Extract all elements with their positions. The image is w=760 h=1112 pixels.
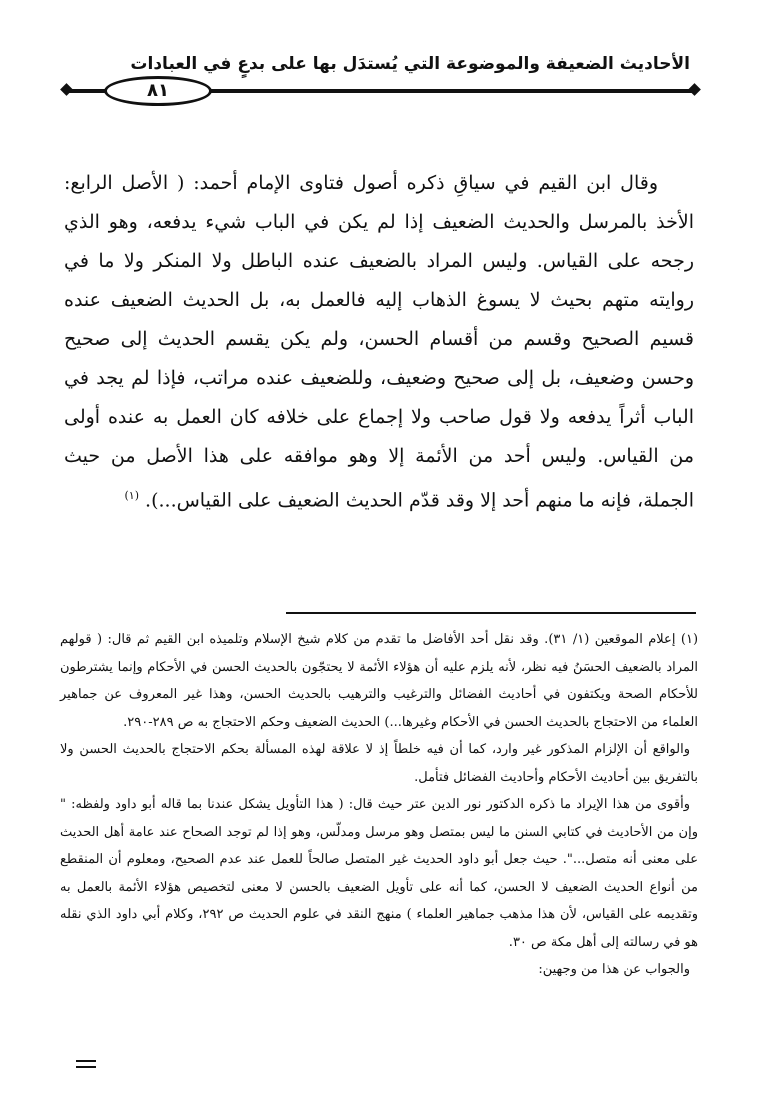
running-title: الأحاديث الضعيفة والموضوعة التي يُستدَل بها على بدعٍ في العبادات xyxy=(130,54,690,74)
footnote-paragraph-3: وأقوى من هذا الإيراد ما ذكره الدكتور نور الدين عتر حيث قال: ( هذا التأويل يشكل عندنا بما قاله أبو داود ولفظه: " وإن من الأحاديث في كتابي السنن ما ليس بمتصل وهو مرسل ومدلّس، وهو إذا لم توجد الصحاح عند عامة أهل الحديث على معنى أنه متصل...". حيث جعل أبو داود الحديث غير المتصل صالحاً للعمل عند عدم الصحيح، ومعلوم أن المنقطع من أنواع الحديث الضعيف لا الحسن، كما أنه على تأويل الضعيف بالحسن لا معنى لتخصيص هؤلاء الأئمة بالعمل به وتقديمه على القياس، لأن هذا مذهب جماهير العلماء ) منهج النقد في علوم الحديث ص ٢٩٢، وكلام أبي داود الذي نقله هو في رسالته إلى أهل مكة ص ٣٠. xyxy=(60,797,698,950)
main-text xyxy=(64,164,694,520)
main-paragraph xyxy=(64,164,694,520)
page-number-oval xyxy=(104,76,212,106)
right-diamond-ornament xyxy=(688,83,701,96)
footnotes xyxy=(60,626,698,984)
footnote-paragraph-2: والواقع أن الإلزام المذكور غير وارد، كما أن فيه خلطاً إذ لا علاقة لهذه المسألة بحكم الاحتجاج بالحديث الحسن ولا بالتفريق بين أحاديث الأحكام وأحاديث الفضائل فتأمل. xyxy=(60,742,698,785)
page-number: ٨١ xyxy=(147,80,169,101)
footnote-paragraph-4: والجواب عن هذا من وجهين: xyxy=(538,962,690,977)
continuation-mark xyxy=(76,1060,96,1072)
footnote-reference: (١) xyxy=(124,489,139,502)
left-diamond-ornament xyxy=(60,83,73,96)
footnote-1: (١) إعلام الموقعين (١/ ٣١). وقد نقل أحد الأفاضل ما تقدم من كلام شيخ الإسلام وتلميذه ابن القيم ثم قال: ( قولهم المراد بالضعيف الحسَنُ فيه نظر، لأنه يلزم عليه أن هؤلاء الأئمة لا يحتجّون بالحديث الحسن في الأحكام وإنما يشترطون للأحكام الصحة ويكتفون في أحاديث الفضائل والترغيب والترهيب بالحديث الحسن، وهذا غير المعروف عن جماهير العلماء من الاحتجاج بالحديث الحسن في الأحكام وغيرها...) الحديث الضعيف وحكم الاحتجاج به ص ٢٨٩-٢٩٠. xyxy=(60,632,699,730)
footnote-separator xyxy=(286,612,696,614)
main-paragraph-text: وقال ابن القيم في سياقِ ذكره أصول فتاوى الإمام أحمد: ( الأصل الرابع: الأخذ بالمرسل والحديث الضعيف إذا لم يكن في الباب شيء يدفعه، وهو الذي رجحه على القياس. وليس المراد بالضعيف عنده الباطل ولا المنكر ولا ما في روايته متهم بحيث لا يسوغ الذهاب إليه فالعمل به، بل الحديث الضعيف عنده قسيم الصحيح وقسم من أقسام الحسن، ولم يكن يقسم الحديث إلى صحيح وحسن وضعيف، بل إلى صحيح وضعيف، وللضعيف عنده مراتب، فإذا لم يجد في الباب أثراً يدفعه ولا قول صاحب ولا إجماع على خلافه كان العمل به عنده أولى من القياس. وليس أحد من الأئمة إلا وهو موافقه على هذا الأصل من حيث الجملة، فإنه ما منهم أحد إلا وقد قدّم الحديث الضعيف على القياس...). xyxy=(64,172,694,512)
